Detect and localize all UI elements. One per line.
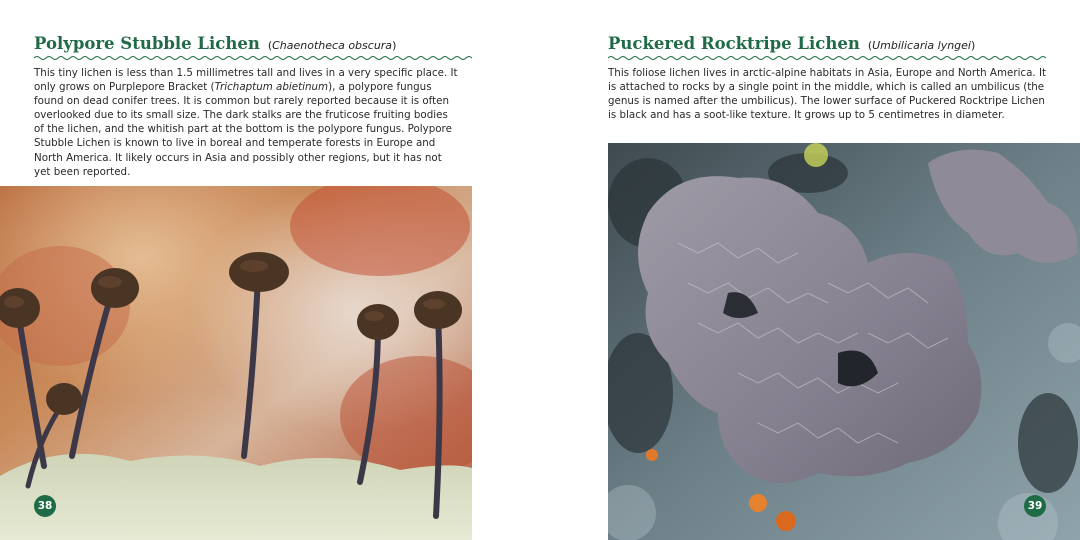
left-body-text: This tiny lichen is less than 1.5 millimetres tall and lives in a very specific place. It only grows on Purplepore Bracket (Trichaptum abietinum), a polypore fungus found on dead conifer trees. It is common but rarely reported because it is often overlooked due to its small size. The dark stalks are the fruticose fruiting bodies of the lichen, and the whitish part at the bottom is the polypore fungus. Polypore Stubble Lichen is known to live in boreal and temperate forests in Europe and North America. It likely occurs in Asia and possibly other regions, but it has not yet been reported. <box>34 67 458 178</box>
rocktripe-lichen-photo <box>608 143 1080 540</box>
stubble-lichen-photo <box>0 186 472 540</box>
right-body-text: This foliose lichen lives in arctic-alpine habitats in Asia, Europe and North America. It is attached to rocks by a single point in the middle, which is called an umbilicus (the genus is named after the umbilicus). The lower surface of Puckered Rocktripe Lichen is black and has a soot-like texture. It grows up to 5 centimetres in diameter. <box>608 67 1047 122</box>
left-common-name: Polypore Stubble Lichen <box>34 34 260 53</box>
right-scientific-name: (Umbilicaria lyngei) <box>867 39 976 52</box>
page-number-left: 38 <box>34 495 56 517</box>
right-title <box>608 34 1048 53</box>
left-title <box>34 34 474 53</box>
left-wavy-divider <box>34 54 472 62</box>
right-common-name: Puckered Rocktripe Lichen <box>608 34 860 53</box>
left-scientific-name: (Chaenotheca obscura) <box>267 39 397 52</box>
right-page <box>540 0 1080 540</box>
page-number-right: 39 <box>1024 495 1046 517</box>
right-wavy-divider <box>608 54 1046 62</box>
